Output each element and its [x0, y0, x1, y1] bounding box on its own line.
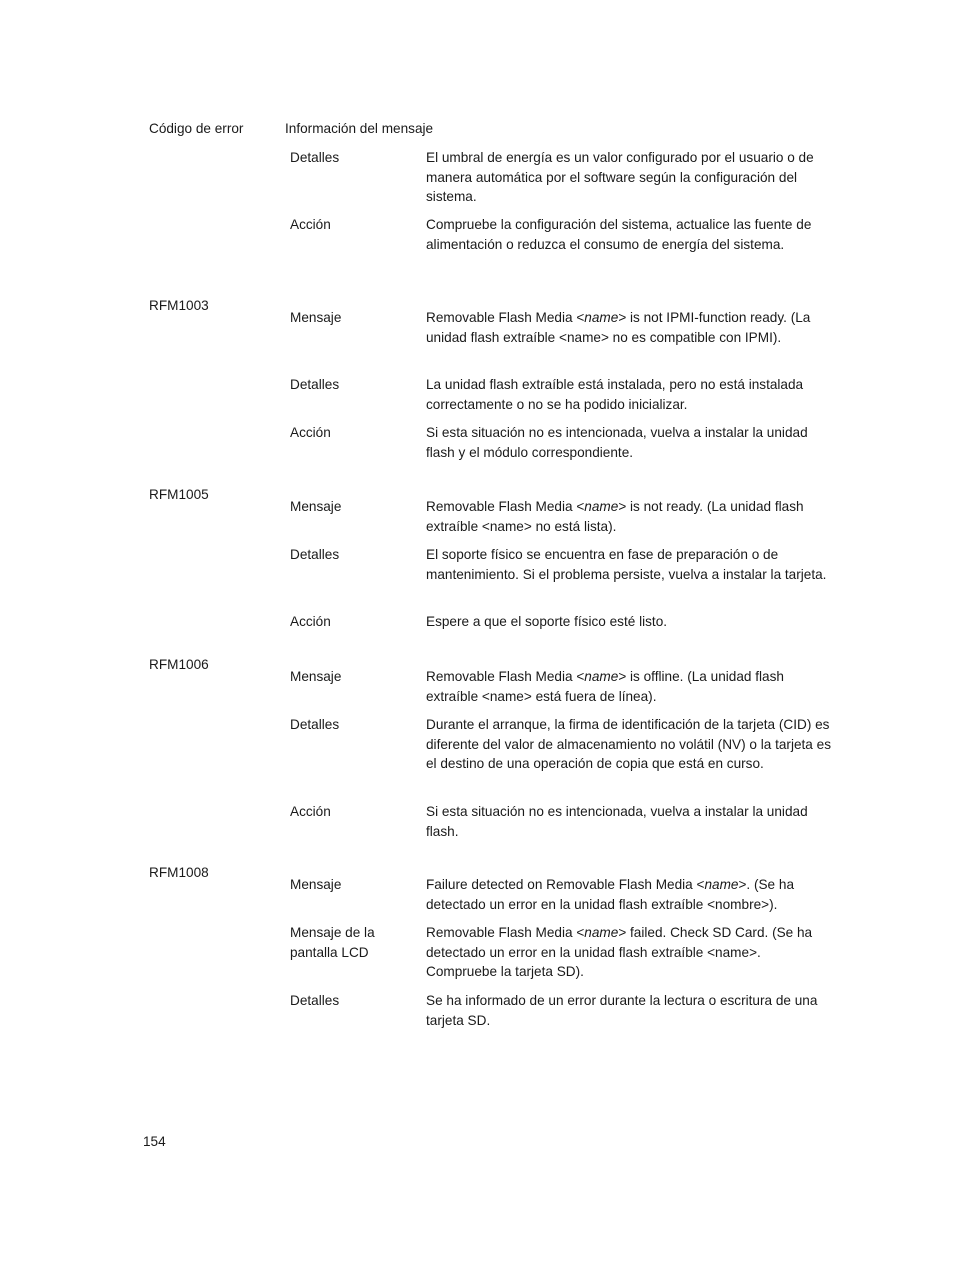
page-number: 154 [143, 1134, 166, 1149]
row-label: Detalles [290, 377, 340, 392]
row-label: Detalles [290, 717, 340, 732]
row-label: Acción [290, 614, 331, 629]
row-label: Acción [290, 425, 331, 440]
row-text: El umbral de energía es un valor configurado por el usuario o de manera automática por el software según la configuración del sistema. [426, 150, 814, 204]
row-label: Detalles [290, 547, 340, 562]
row-text: La unidad flash extraíble está instalada, pero no está instalada correctamente o no se ha podido inicializar. [426, 377, 804, 412]
error-code: RFM1006 [149, 657, 209, 672]
row-text: Removable Flash Media <name> is offline. (La unidad flash extraíble <name> está fuera de línea). [426, 669, 784, 704]
row-text: Durante el arranque, la firma de identificación de la tarjeta (CID) es diferente del valor de almacenamiento no volátil (NV) o la tarjeta es el destino de una operación de copia que está en curso. [426, 717, 832, 771]
column-header-info: Información del mensaje [285, 121, 434, 136]
row-label: Mensaje [290, 669, 342, 684]
row-label: Mensaje [290, 310, 342, 325]
row-text: Si esta situación no es intencionada, vuelva a instalar la unidad flash y el módulo correspondiente. [426, 425, 808, 460]
row-text: Espere a que el soporte físico esté listo. [426, 614, 668, 629]
row-text: Failure detected on Removable Flash Media <name>. (Se ha detectado un error en la unidad flash extraíble <nombre>). [426, 877, 795, 912]
row-label: Mensaje de la pantalla LCD [290, 925, 375, 960]
error-code: RFM1008 [149, 865, 209, 880]
row-text: Removable Flash Media <name> is not IPMI-function ready. (La unidad flash extraíble <name> no es compatible con IPMI). [426, 310, 811, 345]
row-text: El soporte físico se encuentra en fase de preparación o de mantenimiento. Si el problema persiste, vuelva a instalar la tarjeta. [426, 547, 827, 582]
row-text: Si esta situación no es intencionada, vuelva a instalar la unidad flash. [426, 804, 808, 839]
row-text: Removable Flash Media <name> is not ready. (La unidad flash extraíble <name> no está lista). [426, 499, 804, 534]
error-code: RFM1005 [149, 487, 209, 502]
column-header-code: Código de error [149, 121, 244, 136]
row-label: Acción [290, 804, 331, 819]
row-text: Compruebe la configuración del sistema, actualice las fuente de alimentación o reduzca el consumo de energía del sistema. [426, 217, 812, 252]
row-label: Detalles [290, 150, 340, 165]
row-text: Removable Flash Media <name> failed. Check SD Card. (Se ha detectado un error en la unidad flash extraíble <name>. Compruebe la tarjeta SD). [426, 925, 813, 979]
row-label: Mensaje [290, 499, 342, 514]
row-label: Acción [290, 217, 331, 232]
error-code: RFM1003 [149, 298, 209, 313]
row-label: Mensaje [290, 877, 342, 892]
row-text: Se ha informado de un error durante la lectura o escritura de una tarjeta SD. [426, 993, 818, 1028]
row-label: Detalles [290, 993, 340, 1008]
